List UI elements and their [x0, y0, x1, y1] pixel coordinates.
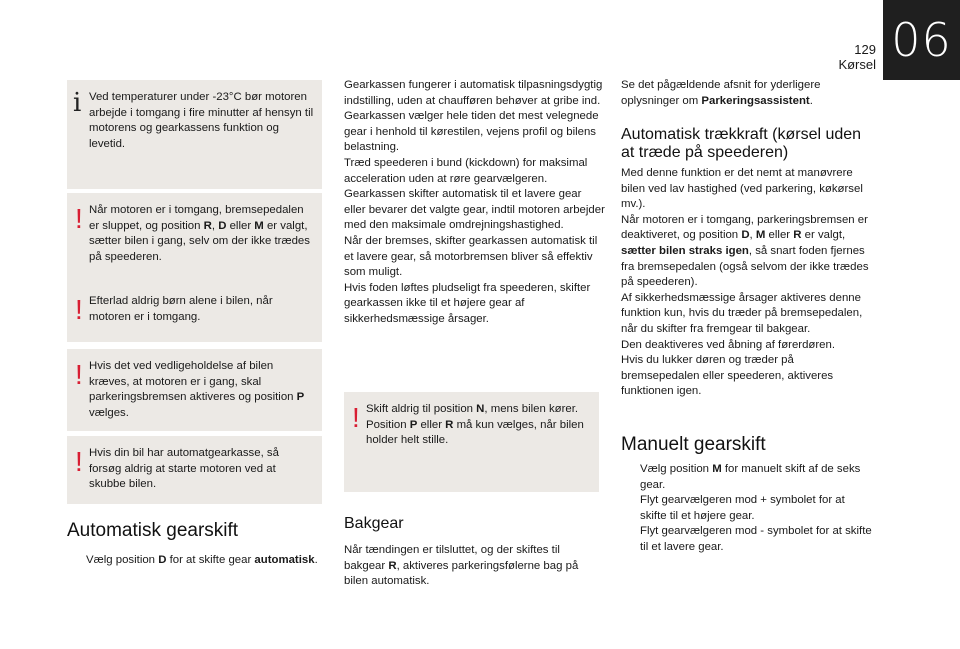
list-item: Vælg position M for manuelt skift af de seks gear.: [640, 463, 861, 491]
auto-creep-paragraph: Med denne funktion er det nemt at manøvrere bilen ved lav hastighed (ved parkering, køkørsel mv.).: [621, 167, 863, 211]
auto-creep-paragraph: Den deaktiveres ved åbning af førerdøren.: [621, 338, 836, 351]
info-note-text: Ved temperaturer under -23°C bør motoren arbejde i tomgang i fire minutter af hensyn til motorens og gearkassens funktion og levetid.: [89, 91, 314, 150]
reverse-gear-heading: Bakgear: [344, 515, 404, 532]
warning-icon: !: [75, 203, 83, 234]
page-number: 129: [854, 42, 876, 57]
warning-note-box: [344, 392, 599, 492]
info-icon: i: [73, 88, 82, 118]
warning-icon: !: [75, 446, 83, 477]
warning-note-text: Efterlad aldrig børn alene i bilen, når motoren er i tomgang.: [89, 295, 273, 323]
warning-note-text: Hvis din bil har automatgearkasse, så forsøg aldrig at starte motoren ved at skubbe bilen.: [89, 447, 279, 491]
list-item: Flyt gearvælgeren mod - symbolet for at skifte til et lavere gear.: [640, 525, 872, 553]
automatic-shift-bullet: Vælg position D for at skifte gear automatisk.: [86, 554, 318, 566]
auto-creep-paragraph: Når motoren er i tomgang, parkeringsbremsen er deaktiveret, og position D, M eller R er valgt, sætter bilen straks igen, så snart foden fjernes fra bremsepedalen (også selvom der ikke trædes på speederen).: [621, 213, 869, 289]
warning-note-box: [67, 193, 322, 291]
list-item: Flyt gearvælgeren mod + symbolet for at skifte til et højere gear.: [640, 494, 845, 522]
reverse-gear-text: Når tændingen er tilsluttet, og der skiftes til bakgear R, aktiveres parkeringsfølerne bag på bilen automatisk.: [344, 544, 579, 588]
warning-icon: !: [75, 359, 83, 390]
auto-creep-text: [621, 166, 873, 400]
auto-creep-paragraph: Af sikkerhedsmæssige årsager aktiveres denne funktion kun, hvis du træder på bremsepedalen, når du skifter fra fremgear til bakgear.: [621, 291, 863, 335]
manual-shift-list: [621, 462, 873, 556]
chapter-tab: 06: [883, 0, 960, 80]
automatic-shift-heading: Automatisk gearskift: [67, 520, 239, 541]
warning-note-text: Hvis det ved vedligeholdelse af bilen kræves, at motoren er i gang, skal parkeringsbremsen aktiveres og position P vælges.: [89, 360, 305, 419]
section-title: Kørsel: [838, 57, 876, 72]
parking-assist-reference: Se det pågældende afsnit for yderligere oplysninger om Parkeringsassistent.: [621, 79, 821, 107]
warning-note-box: [67, 436, 322, 504]
warning-note-box: [67, 284, 322, 342]
automatic-description: Gearkassen fungerer i automatisk tilpasningsdygtig indstilling, uden at chaufføren behøver at gribe ind. Gearkassen vælger hele tiden det mest velegnede gear i henhold til kørestilen, vejens profil og bilens belastning. Træd speederen i bund (kickdown) for maksimal acceleration uden at røre gearvælgeren. Gearkassen skifter automatisk til et lavere gear eller bevarer det valgte gear, indtil motoren arbejder med den maksimale omdrejningshastighed. Når der bremses, skifter gearkassen automatisk til et lavere gear, så motorbremsen bliver så effektiv som muligt. Hvis foden løftes pludseligt fra speederen, skifter gearkassen ikke til et højere gear af sikkerhedsmæssige årsager.: [344, 79, 605, 325]
warning-note-box: [67, 349, 322, 431]
manual-shift-heading: Manuelt gearskift: [621, 434, 766, 455]
warning-icon: !: [75, 294, 83, 325]
auto-creep-paragraph: Hvis du lukker døren og træder på bremsepedalen eller speederen, aktiveres funktionen igen.: [621, 354, 834, 398]
warning-icon: !: [352, 402, 360, 433]
warning-note-text: Skift aldrig til position N, mens bilen kører. Position P eller R må kun vælges, når bilen holder helt stille.: [366, 403, 584, 447]
auto-creep-heading: Automatisk trækkraft (kørsel uden at træde på speederen): [621, 126, 862, 161]
warning-note-text: Når motoren er i tomgang, bremsepedalen er sluppet, og position R, D eller M er valgt, sætter bilen i gang, selv om der ikke trædes på speederen.: [89, 204, 310, 263]
info-note-box: [67, 80, 322, 189]
